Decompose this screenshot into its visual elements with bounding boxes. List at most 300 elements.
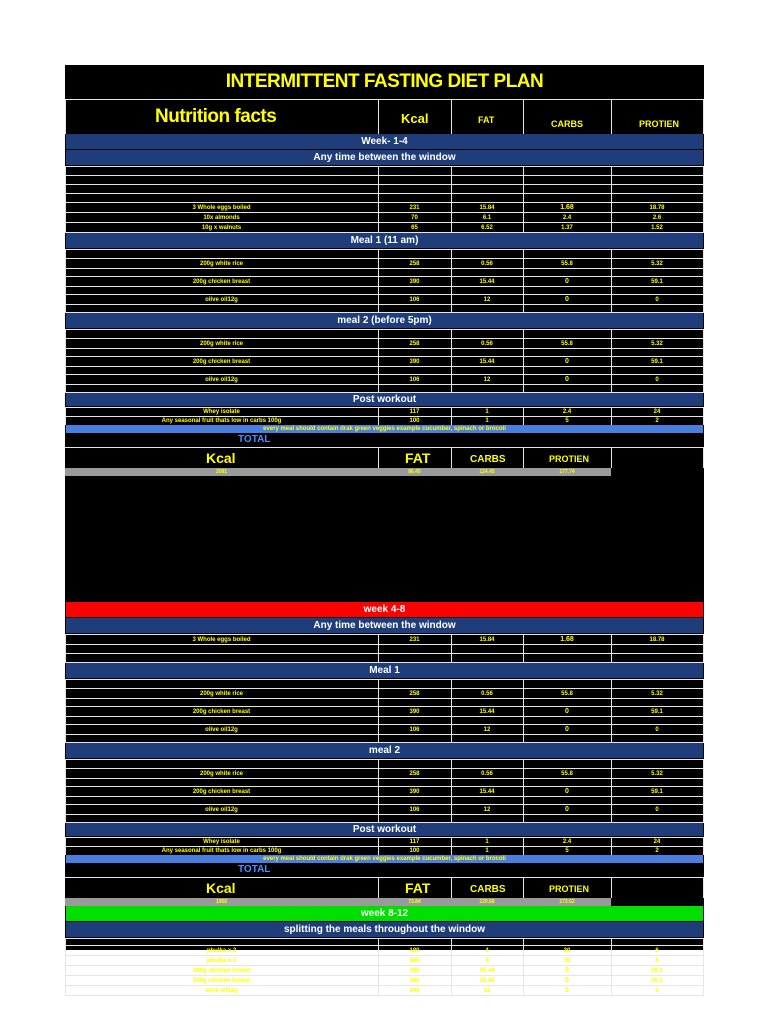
- column-divider: [378, 779, 379, 786]
- kcal-heading: Kcal: [401, 111, 429, 126]
- column-divider: [451, 305, 452, 312]
- column-divider: [451, 815, 452, 822]
- column-divider: [703, 176, 704, 184]
- table-row: [65, 417, 704, 425]
- meal-1-band: Meal 1 (11 am): [66, 233, 703, 248]
- table-row: [65, 689, 704, 698]
- column-divider: [611, 385, 612, 392]
- column-divider: [703, 167, 704, 175]
- cell-carbs: 55.8: [561, 260, 573, 267]
- column-divider: [611, 305, 612, 312]
- cell-kcal: 180: [409, 957, 420, 964]
- cell-kcal: 390: [409, 788, 420, 795]
- window-band: splitting the meals throughout the window: [66, 922, 703, 937]
- column-divider: [378, 878, 379, 898]
- totals-heading-protein: PROTIEN: [549, 884, 590, 894]
- column-divider: [65, 717, 66, 724]
- table-row: [65, 735, 704, 742]
- cell-kcal: 106: [409, 726, 420, 733]
- cell-carbs: 1.37: [561, 224, 573, 231]
- table-row: [65, 259, 704, 268]
- column-divider: [378, 448, 379, 468]
- cell-protein: 59.1: [651, 358, 663, 365]
- cell-fat: 12: [483, 987, 491, 994]
- column-divider: [451, 448, 452, 468]
- column-divider: [65, 779, 66, 786]
- column-divider: [703, 689, 704, 698]
- cell-fat: 15.84: [479, 636, 495, 643]
- table-row: [65, 805, 704, 814]
- table-row: [65, 349, 704, 356]
- totals-heading-carbs: CARBS: [470, 884, 506, 895]
- column-divider: [378, 287, 379, 294]
- table-row: [65, 797, 704, 804]
- column-divider: [611, 185, 612, 193]
- column-divider: [523, 735, 524, 742]
- cell-carbs: 2.4: [562, 409, 572, 415]
- header-row: [65, 100, 704, 134]
- column-divider: [65, 385, 66, 392]
- fat-heading: FAT: [478, 115, 495, 125]
- total-label: TOTAL: [238, 864, 271, 875]
- totals-header: [65, 878, 704, 898]
- column-divider: [703, 305, 704, 312]
- total-protein: 177.74: [559, 469, 575, 475]
- cell-fat: 0.56: [481, 340, 493, 347]
- column-divider: [378, 269, 379, 276]
- column-divider: [703, 847, 704, 855]
- cell-protein: 5.32: [651, 770, 663, 777]
- table-row: [65, 986, 704, 995]
- cell-protein: 59.1: [651, 967, 663, 974]
- column-divider: [703, 654, 704, 662]
- column-divider: [703, 194, 704, 202]
- cell-protein: 0: [655, 987, 659, 994]
- column-divider: [611, 194, 612, 202]
- week-label-band: week 8-12: [66, 906, 703, 921]
- table-row: [65, 277, 704, 286]
- gridline: [65, 995, 704, 996]
- column-divider: [451, 717, 452, 724]
- cell-protein: 6: [655, 957, 659, 964]
- column-divider: [378, 250, 379, 258]
- column-divider: [703, 203, 704, 212]
- column-divider: [451, 654, 452, 662]
- cell-fat: 1: [485, 418, 489, 424]
- cell-fat: 1: [485, 848, 489, 854]
- column-divider: [523, 797, 524, 804]
- column-divider: [703, 878, 704, 898]
- table-row: [65, 787, 704, 796]
- cell-carbs: 0: [565, 788, 569, 795]
- cell-carbs: 5: [565, 848, 569, 854]
- cell-kcal: 106: [409, 296, 420, 303]
- cell-name: 200g chicken breast: [192, 788, 251, 795]
- total-kcal: 1956: [215, 899, 228, 905]
- column-divider: [451, 185, 452, 193]
- totals-header: [65, 448, 704, 468]
- column-divider: [378, 194, 379, 202]
- table-row: [65, 385, 704, 392]
- table-row: [65, 167, 704, 175]
- table-row: [65, 815, 704, 822]
- cell-protein: 24: [653, 839, 661, 845]
- column-divider: [703, 635, 704, 644]
- cell-protein: 1.52: [651, 224, 663, 231]
- column-divider: [523, 699, 524, 706]
- cell-name: Whey isolate: [203, 409, 240, 415]
- table-row: [65, 779, 704, 786]
- table-row: [65, 339, 704, 348]
- table-row: [65, 838, 704, 846]
- column-divider: [378, 760, 379, 768]
- column-divider: [378, 367, 379, 374]
- cell-carbs: 2.4: [562, 839, 572, 845]
- window-band: Any time between the window: [66, 150, 703, 165]
- table-row: [65, 357, 704, 366]
- totals-heading-kcal: Kcal: [206, 880, 236, 896]
- column-divider: [703, 367, 704, 374]
- column-divider: [378, 717, 379, 724]
- cell-name: 200g chicken breast: [192, 358, 251, 365]
- table-row: [65, 305, 704, 312]
- total-carbs: 120.68: [479, 899, 495, 905]
- column-divider: [451, 779, 452, 786]
- cell-kcal: 100: [409, 418, 420, 424]
- column-divider: [523, 760, 524, 768]
- column-divider: [611, 717, 612, 724]
- cell-carbs: 0: [565, 278, 569, 285]
- column-divider: [65, 349, 66, 356]
- column-divider: [65, 287, 66, 294]
- totals-heading-protein: PROTIEN: [549, 454, 590, 464]
- column-divider: [451, 797, 452, 804]
- cell-name: 200g white rice: [199, 340, 244, 347]
- cell-protein: 0: [655, 726, 659, 733]
- cell-fat: 15.84: [479, 204, 495, 211]
- cell-kcal: 100: [409, 848, 420, 854]
- cell-fat: 6.52: [481, 224, 493, 231]
- column-divider: [378, 735, 379, 742]
- table-row: [65, 367, 704, 374]
- column-divider: [703, 185, 704, 193]
- cell-kcal: 231: [409, 204, 420, 211]
- column-divider: [378, 305, 379, 312]
- table-row: [65, 330, 704, 338]
- cell-fat: 1: [485, 409, 489, 415]
- cell-carbs: 55.8: [561, 690, 573, 697]
- column-divider: [611, 250, 612, 258]
- column-divider: [523, 385, 524, 392]
- cell-kcal: 106: [409, 376, 420, 383]
- table-row: [65, 717, 704, 724]
- column-divider: [611, 645, 612, 653]
- column-divider: [65, 760, 66, 768]
- cell-fat: 15.44: [479, 967, 495, 974]
- column-divider: [703, 838, 704, 846]
- column-divider: [703, 385, 704, 392]
- table-row: [65, 375, 704, 384]
- column-divider: [703, 797, 704, 804]
- cell-fat: 4: [485, 957, 489, 964]
- column-divider: [703, 357, 704, 366]
- cell-kcal: 390: [409, 278, 420, 285]
- column-divider: [65, 176, 66, 184]
- cell-carbs: 5: [565, 418, 569, 424]
- column-divider: [611, 448, 612, 468]
- column-divider: [523, 680, 524, 688]
- cell-kcal: 390: [409, 358, 420, 365]
- cell-kcal: 180: [409, 947, 420, 954]
- column-divider: [451, 287, 452, 294]
- column-divider: [65, 305, 66, 312]
- table-row: [65, 847, 704, 855]
- cell-carbs: 0: [565, 358, 569, 365]
- column-divider: [378, 680, 379, 688]
- column-divider: [703, 295, 704, 304]
- cell-kcal: 106: [409, 806, 420, 813]
- column-divider: [378, 815, 379, 822]
- cell-name: 3 Whole eggs boiled: [192, 636, 251, 643]
- column-divider: [611, 815, 612, 822]
- table-row: [65, 645, 704, 653]
- column-divider: [703, 976, 704, 985]
- column-divider: [703, 815, 704, 822]
- column-divider: [523, 367, 524, 374]
- column-divider: [65, 699, 66, 706]
- column-divider: [451, 760, 452, 768]
- column-divider: [703, 787, 704, 796]
- total-fat: 86.45: [408, 469, 421, 475]
- nutrition-facts-heading: Nutrition facts: [155, 106, 277, 127]
- cell-kcal: 117: [409, 839, 420, 845]
- meal-2-band: meal 2 (before 5pm): [66, 313, 703, 328]
- cell-fat: 15.44: [479, 358, 495, 365]
- cell-name: 200g chicken breast: [192, 977, 251, 984]
- column-divider: [703, 986, 704, 995]
- column-divider: [703, 448, 704, 468]
- column-divider: [703, 769, 704, 778]
- column-divider: [378, 645, 379, 653]
- cell-fat: 12: [483, 806, 491, 813]
- table-row: [65, 185, 704, 193]
- column-divider: [451, 367, 452, 374]
- column-divider: [611, 779, 612, 786]
- cell-carbs: 0: [565, 967, 569, 974]
- cell-name: 200g chicken breast: [192, 278, 251, 285]
- table-row: [65, 760, 704, 768]
- column-divider: [451, 680, 452, 688]
- cell-kcal: 231: [409, 636, 420, 643]
- cell-fat: 15.44: [479, 278, 495, 285]
- column-divider: [378, 349, 379, 356]
- week-label-band: week 4-8: [66, 602, 703, 617]
- cell-fat: 12: [483, 376, 491, 383]
- column-divider: [523, 645, 524, 653]
- column-divider: [451, 269, 452, 276]
- table-row: [65, 654, 704, 662]
- column-divider: [451, 645, 452, 653]
- column-divider: [378, 385, 379, 392]
- column-divider: [523, 167, 524, 175]
- cell-carbs: 1.68: [560, 636, 574, 643]
- cell-fat: 0.56: [481, 770, 493, 777]
- cell-protein: 5.32: [651, 690, 663, 697]
- cell-name: Whey isolate: [203, 839, 240, 845]
- cell-name: 200g white rice: [199, 260, 244, 267]
- column-divider: [65, 167, 66, 175]
- cell-protein: 2: [655, 418, 659, 424]
- column-divider: [523, 250, 524, 258]
- column-divider: [523, 349, 524, 356]
- column-divider: [451, 194, 452, 202]
- cell-name: 3 Whole eggs boiled: [192, 204, 251, 211]
- column-divider: [451, 176, 452, 184]
- table-row: [65, 976, 704, 985]
- column-divider: [703, 250, 704, 258]
- column-divider: [523, 448, 524, 468]
- column-divider: [703, 707, 704, 716]
- total-carbs: 124.45: [479, 469, 495, 475]
- cell-fat: 1: [485, 839, 489, 845]
- table-row: [65, 176, 704, 184]
- cell-name: Any seasonal fruit thats low in carbs 100g: [161, 848, 282, 854]
- window-band: Any time between the window: [66, 618, 703, 633]
- cell-name: 200g white rice: [199, 770, 244, 777]
- cell-carbs: 1.68: [560, 204, 574, 211]
- cell-protein: 2.6: [652, 214, 662, 221]
- cell-protein: 18.78: [649, 204, 665, 211]
- cell-name: 10g x walnuts: [201, 224, 242, 231]
- table-row: [65, 295, 704, 304]
- cell-kcal: 258: [409, 690, 420, 697]
- column-divider: [378, 185, 379, 193]
- column-divider: [65, 680, 66, 688]
- cell-name: olive oil12g: [205, 806, 238, 813]
- column-divider: [611, 878, 612, 898]
- column-divider: [523, 185, 524, 193]
- column-divider: [703, 375, 704, 384]
- column-divider: [65, 194, 66, 202]
- cell-fat: 12: [483, 296, 491, 303]
- table-row: [65, 250, 704, 258]
- column-divider: [65, 654, 66, 662]
- column-divider: [703, 645, 704, 653]
- column-divider: [703, 269, 704, 276]
- cell-protein: 59.1: [651, 708, 663, 715]
- column-divider: [451, 385, 452, 392]
- table-row: [65, 946, 704, 955]
- column-divider: [451, 699, 452, 706]
- cell-protein: 5.32: [651, 340, 663, 347]
- cell-protein: 59.1: [651, 788, 663, 795]
- cell-carbs: 30: [563, 947, 571, 954]
- column-divider: [523, 779, 524, 786]
- column-divider: [611, 797, 612, 804]
- column-divider: [703, 779, 704, 786]
- cell-name: 200g chicken breast: [192, 708, 251, 715]
- column-divider: [703, 213, 704, 222]
- meal-2-band: meal 2: [66, 743, 703, 758]
- column-divider: [65, 815, 66, 822]
- veggies-note: every meal should contain drak green veggies example cucumber, spinach or brocoli: [66, 855, 703, 863]
- column-divider: [523, 878, 524, 898]
- cell-protein: 6: [655, 947, 659, 954]
- cell-carbs: 0: [565, 806, 569, 813]
- cell-kcal: 70: [411, 214, 418, 221]
- table-row: [65, 966, 704, 975]
- table-row: [65, 223, 704, 232]
- total-fat: 73.84: [408, 899, 421, 905]
- post-workout-band: Post workout: [66, 393, 703, 406]
- column-divider: [703, 725, 704, 734]
- column-divider: [523, 176, 524, 184]
- cell-carbs: 2.4: [562, 214, 572, 221]
- totals-heading-kcal: Kcal: [206, 450, 236, 466]
- cell-carbs: 30: [563, 957, 571, 964]
- cell-protein: 0: [655, 296, 659, 303]
- cell-fat: 6.1: [482, 214, 492, 221]
- column-divider: [611, 349, 612, 356]
- column-divider: [703, 349, 704, 356]
- column-divider: [378, 330, 379, 338]
- table-row: [65, 725, 704, 734]
- column-divider: [611, 760, 612, 768]
- column-divider: [611, 699, 612, 706]
- column-divider: [703, 259, 704, 268]
- column-divider: [523, 269, 524, 276]
- column-divider: [703, 699, 704, 706]
- column-divider: [611, 287, 612, 294]
- column-divider: [611, 176, 612, 184]
- page-title: INTERMITTENT FASTING DIET PLAN: [225, 71, 544, 92]
- cell-carbs: 0: [565, 376, 569, 383]
- table-row: [65, 635, 704, 644]
- cell-carbs: 0: [565, 296, 569, 303]
- table-row: [65, 408, 704, 416]
- column-divider: [65, 735, 66, 742]
- cell-fat: 15.44: [479, 977, 495, 984]
- column-divider: [451, 167, 452, 175]
- column-divider: [65, 250, 66, 258]
- totals-heading-carbs: CARBS: [470, 454, 506, 465]
- column-divider: [523, 815, 524, 822]
- cell-protein: 59.1: [651, 278, 663, 285]
- column-divider: [703, 760, 704, 768]
- column-divider: [611, 167, 612, 175]
- table-row: [65, 194, 704, 202]
- protein-heading: PROTIEN: [639, 119, 680, 129]
- table-row: [65, 269, 704, 276]
- cell-name: olive oil12g: [205, 296, 238, 303]
- cell-kcal: 390: [409, 708, 420, 715]
- column-divider: [703, 680, 704, 688]
- cell-protein: 5.32: [651, 260, 663, 267]
- cell-protein: 18.78: [649, 636, 665, 643]
- column-divider: [451, 349, 452, 356]
- cell-carbs: 55.8: [561, 340, 573, 347]
- table-row: [65, 956, 704, 965]
- column-divider: [703, 956, 704, 965]
- cell-protein: 2: [655, 848, 659, 854]
- table-row: [65, 699, 704, 706]
- column-divider: [378, 797, 379, 804]
- column-divider: [703, 277, 704, 286]
- column-divider: [611, 680, 612, 688]
- column-divider: [703, 339, 704, 348]
- veggies-note: every meal should contain drak green veggies example cucumber, spinach or brocoli: [66, 425, 703, 433]
- column-divider: [378, 654, 379, 662]
